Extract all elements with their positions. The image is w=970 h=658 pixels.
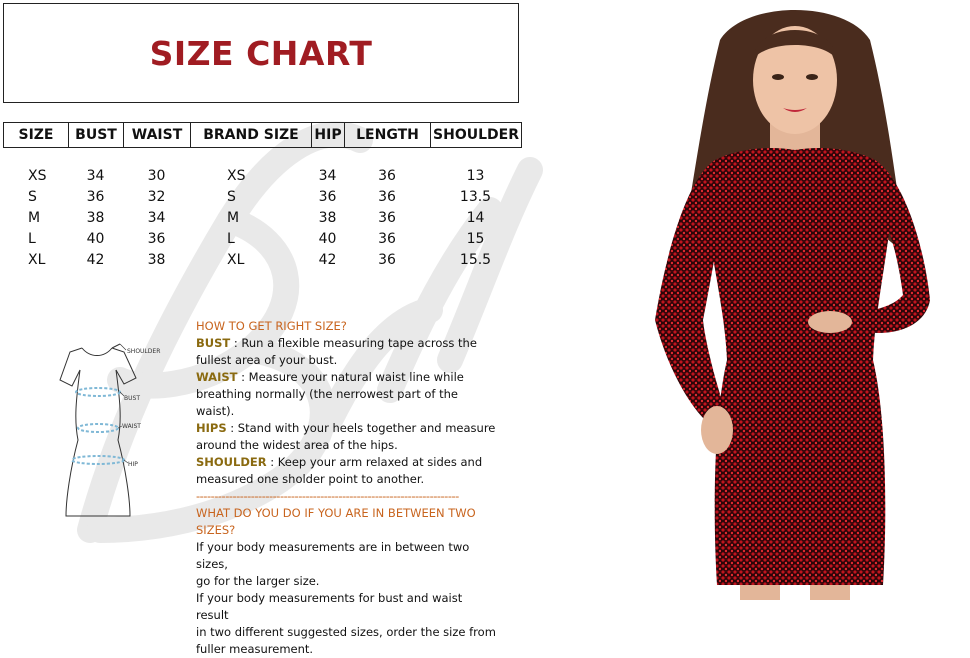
table-row [3,166,521,187]
guide-item-waist: WAIST : Measure your natural waist line while breathing normally (the nerrowest part of the waist). [196,370,464,418]
table-cell-waist: 30 [147,168,166,184]
header-waist: WAIST [124,123,191,148]
between-line: If your body measurements are in between two sizes, [196,540,470,571]
header-hip: HIP [312,123,345,148]
table-cell-shoulder: 15.5 [459,252,492,268]
table-cell-size: S [28,189,37,205]
table-cell-hip: 34 [318,168,337,184]
table-cell-size: XS [28,168,47,184]
sketch-label-waist: WAIST [122,423,141,430]
table-cell-hip: 42 [318,252,337,268]
table-cell-hip: 40 [318,231,337,247]
sketch-label-hip: HIP [128,461,138,468]
header-brand-size: BRAND SIZE [191,123,312,148]
table-cell-brand-size: L [227,231,235,247]
guide-heading: HOW TO GET RIGHT SIZE? [196,319,347,333]
table-cell-bust: 40 [86,231,105,247]
table-cell-hip: 38 [318,210,337,226]
table-row [3,229,521,250]
table-cell-brand-size: XL [227,252,245,268]
table-cell-shoulder: 13 [466,168,485,184]
table-row [3,187,521,208]
table-cell-size: L [28,231,36,247]
divider: ------------------------------------------------------------------------ [196,489,459,503]
table-cell-bust: 36 [86,189,105,205]
table-cell-bust: 34 [86,168,105,184]
header-size: SIZE [4,123,69,148]
dress-measurement-sketch [52,340,164,526]
table-cell-hip: 36 [318,189,337,205]
title-box [3,3,519,103]
table-cell-bust: 38 [86,210,105,226]
table-cell-shoulder: 15 [466,231,485,247]
between-line: go for the larger size. [196,574,320,588]
table-cell-size: XL [28,252,46,268]
table-cell-length: 36 [378,168,396,184]
table-cell-size: M [28,210,41,226]
guide-item-shoulder: SHOULDER : Keep your arm relaxed at sides and measured one sholder point to another. [196,455,483,486]
table-cell-length: 36 [378,252,396,268]
between-line: in two different suggested sizes, order the size from [196,625,496,639]
table-row [3,208,521,229]
model-photo [625,0,970,600]
table-row [3,250,521,271]
table-cell-shoulder: 13.5 [459,189,492,205]
sketch-label-shoulder: SHOULDER [127,348,161,355]
table-cell-length: 36 [378,210,396,226]
table-cell-shoulder: 14 [466,210,485,226]
table-cell-brand-size: M [227,210,240,226]
header-bust: BUST [69,123,124,148]
guide-item-bust: BUST : Run a flexible measuring tape across the fullest area of your bust. [196,336,477,367]
between-line: If your body measurements for bust and waist result [196,591,463,622]
table-cell-waist: 36 [147,231,166,247]
between-line: fuller measurement. [196,642,314,656]
sketch-label-bust: BUST [124,395,140,402]
header-shoulder: SHOULDER [431,123,522,148]
table-cell-waist: 38 [147,252,166,268]
table-cell-brand-size: S [227,189,236,205]
table-cell-brand-size: XS [227,168,246,184]
table-cell-waist: 32 [147,189,166,205]
header-length: LENGTH [345,123,431,148]
table-cell-bust: 42 [86,252,105,268]
sizing-guide [196,318,496,658]
table-cell-length: 36 [378,189,396,205]
table-cell-length: 36 [378,231,396,247]
guide-item-hips: HIPS : Stand with your heels together and measure around the widest area of the hips. [196,421,496,452]
table-cell-waist: 34 [147,210,166,226]
page-title: SIZE CHART [149,33,373,73]
size-table-body [3,166,521,271]
between-sizes-heading: WHAT DO YOU DO IF YOU ARE IN BETWEEN TWO SIZES? [196,506,476,537]
size-table-header [3,122,522,148]
